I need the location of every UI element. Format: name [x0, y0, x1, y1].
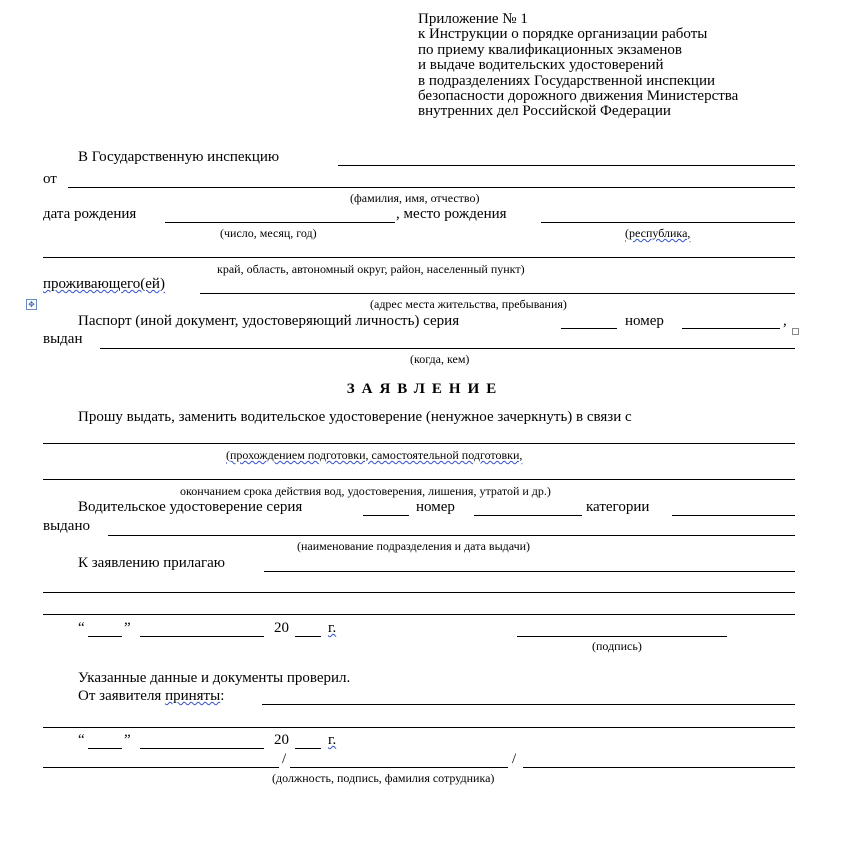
day2-field-line[interactable]: [88, 748, 122, 749]
hint-unit-date: (наименование подразделения и дата выдачи): [297, 539, 531, 553]
hint-signature: (подпись): [592, 639, 642, 653]
date-close-quote: ”: [124, 620, 131, 636]
passport-comma: ,: [783, 313, 787, 329]
region-field-line[interactable]: [43, 257, 795, 258]
appendix-header: [418, 12, 738, 120]
year-field-line[interactable]: [295, 636, 321, 637]
passport-number-label: номер: [625, 313, 664, 329]
hint-region: край, область, автономный округ, район, населенный пункт): [217, 262, 525, 276]
accepted-label: [78, 688, 224, 705]
inspection-field-line[interactable]: [338, 165, 795, 166]
year2-prefix: 20: [274, 732, 289, 748]
staff-position-field-line[interactable]: [43, 767, 279, 768]
address-field-line[interactable]: [200, 293, 795, 294]
year2-suffix: [328, 732, 336, 749]
cell-end-marker-icon: [792, 328, 799, 335]
signature-field-line[interactable]: [517, 636, 727, 637]
issued-label: выдан: [43, 331, 83, 347]
license-number-field-line[interactable]: [474, 515, 582, 516]
reason-field-line[interactable]: [43, 443, 795, 444]
hint-date: (число, месяц, год): [220, 226, 317, 240]
birth-date-field-line[interactable]: [165, 222, 395, 223]
date-open-quote: “: [78, 620, 85, 636]
appendix-line: и выдаче водительских удостоверений: [418, 57, 664, 74]
birth-place-field-line[interactable]: [541, 222, 795, 223]
license-category-field-line[interactable]: [672, 515, 795, 516]
issued-n-label: выдано: [43, 518, 90, 534]
appendix-line: по приему квалификационных экзаменов: [418, 41, 682, 58]
year2-field-line[interactable]: [295, 748, 321, 749]
residing-label: [43, 276, 165, 293]
passport-series-field-line[interactable]: [561, 328, 617, 329]
statement-title: ЗАЯВЛЕНИЕ: [346, 381, 504, 397]
hint-expiry: окончанием срока действия вод, удостоверения, лишения, утратой и др.): [180, 484, 551, 498]
hint-address: (адрес места жительства, пребывания): [370, 297, 567, 311]
license-number-label: номер: [416, 499, 455, 515]
passport-label: Паспорт (иной документ, удостоверяющий личность) серия: [78, 313, 460, 329]
license-series-field-line[interactable]: [363, 515, 409, 516]
birth-date-label: дата рождения: [43, 206, 137, 222]
license-category-label: категории: [586, 499, 650, 515]
passport-number-field-line[interactable]: [682, 328, 780, 329]
hint-training-text: (прохождением подготовки, самостоятельной подготовки,: [226, 448, 523, 462]
appendix-line: к Инструкции о порядке организации работы: [418, 26, 708, 43]
hint-training: [226, 448, 522, 462]
attach-field-line[interactable]: [264, 571, 795, 572]
from-label: от: [43, 171, 57, 187]
to-inspection-label: В Государственную инспекцию: [78, 149, 280, 165]
slash-1: /: [282, 751, 287, 767]
day-field-line[interactable]: [88, 636, 122, 637]
issued-unit-field-line[interactable]: [108, 535, 795, 536]
year2-suffix-text: г.: [328, 732, 337, 748]
staff-signature-field-line[interactable]: [290, 767, 508, 768]
appendix-line: в подразделениях Государственной инспекции: [418, 72, 716, 89]
appendix-line: безопасности дорожного движения Министерства: [418, 88, 739, 105]
table-move-handle-icon[interactable]: ✥: [26, 299, 37, 310]
attach-label: К заявлению прилагаю: [78, 555, 225, 571]
issued-field-line[interactable]: [100, 348, 795, 349]
accepted-word: приняты: [165, 688, 221, 704]
appendix-line: Приложение № 1: [418, 11, 528, 27]
fio-field-line[interactable]: [68, 187, 795, 188]
request-text: Прошу выдать, заменить водительское удостоверение (ненужное зачеркнуть) в связи с: [78, 409, 632, 425]
year-suffix: [328, 620, 336, 637]
accepted-field-line[interactable]: [262, 704, 795, 705]
year-suffix-text: г.: [328, 620, 337, 636]
hint-when-whom: (когда, кем): [410, 352, 470, 366]
verified-text: Указанные данные и документы проверил.: [78, 670, 351, 686]
date2-close-quote: ”: [124, 732, 131, 748]
reason-field-line-2[interactable]: [43, 479, 795, 480]
slash-2: /: [512, 751, 517, 767]
residing-label-text: проживающего(ей): [43, 276, 165, 292]
attach-field-line-3[interactable]: [43, 614, 795, 615]
accepted-prefix: От заявителя: [78, 688, 166, 704]
hint-staff: (должность, подпись, фамилия сотрудника): [272, 771, 495, 785]
year-prefix: 20: [274, 620, 289, 636]
hint-fio: (фамилия, имя, отчество): [350, 191, 480, 205]
staff-name-field-line[interactable]: [523, 767, 795, 768]
license-series-label: Водительское удостоверение серия: [78, 499, 303, 515]
attach-field-line-2[interactable]: [43, 592, 795, 593]
accepted-field-line-2[interactable]: [43, 727, 795, 728]
date2-open-quote: “: [78, 732, 85, 748]
month-field-line[interactable]: [140, 636, 264, 637]
birth-place-label: , место рождения: [396, 206, 507, 222]
appendix-line: внутренних дел Российской Федерации: [418, 103, 671, 120]
hint-republic-text: (республика,: [625, 226, 691, 240]
hint-republic: [625, 226, 690, 240]
accepted-colon: :: [220, 688, 225, 704]
month2-field-line[interactable]: [140, 748, 264, 749]
